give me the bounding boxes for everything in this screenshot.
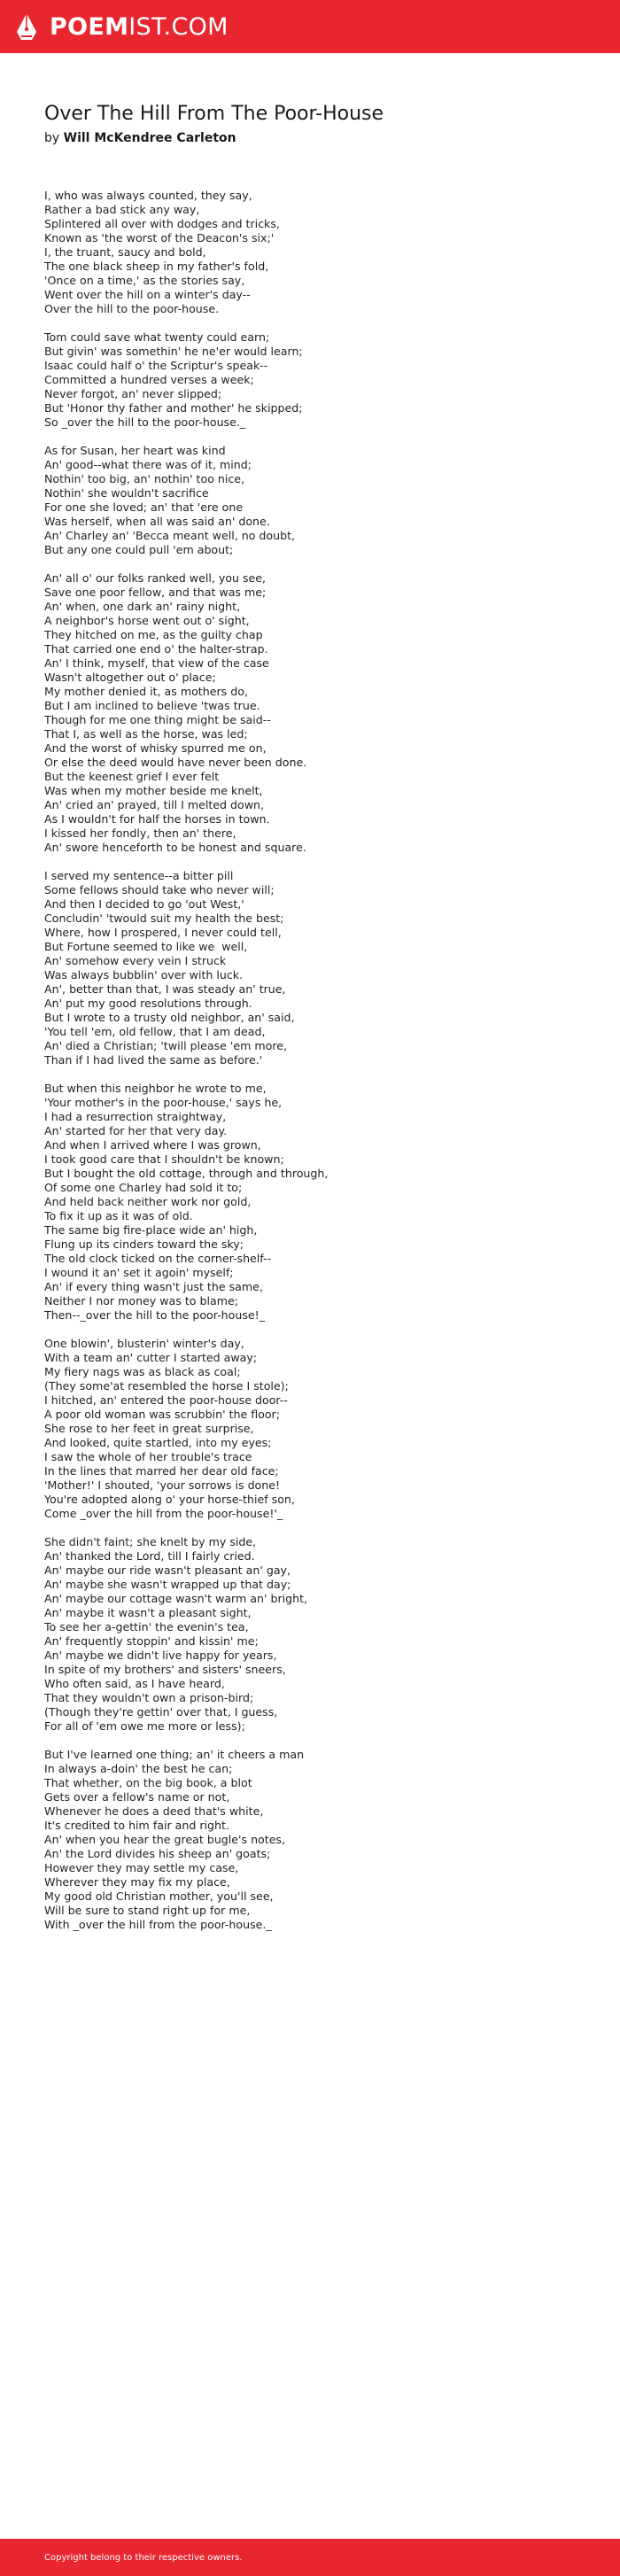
stanza	[44, 1082, 576, 1323]
poem-line: But I am inclined to believe 'twas true.	[44, 699, 260, 712]
poem-line: In the lines that marred her dear old face;	[44, 1464, 279, 1478]
poem-line: An' died a Christian; 'twill please 'em more,	[44, 1039, 287, 1052]
poem-line: That I, as well as the horse, was led;	[44, 727, 248, 741]
poem-line: And the worst of whisky spurred me on,	[44, 741, 267, 755]
site-logo[interactable]	[50, 13, 229, 41]
fountain-pen-nib-icon[interactable]	[16, 12, 37, 41]
poem-line: That carried one end o' the halter-strap.	[44, 642, 268, 656]
poem-title: Over The Hill From The Poor-House	[44, 103, 384, 125]
poem-line: But 'Honor thy father and mother' he skipped;	[44, 401, 303, 415]
byline-prefix: by	[44, 131, 60, 145]
poem-line: Wherever they may fix my place,	[44, 1875, 230, 1889]
logo-light-text: IST.COM	[128, 12, 229, 41]
poem-line: Concludin' 'twould suit my health the best;	[44, 912, 284, 925]
poem-line: The same big fire-place wide an' high,	[44, 1223, 258, 1237]
poem-line: Isaac could half o' the Scriptur's speak--	[44, 359, 268, 372]
site-header	[0, 0, 620, 53]
poem-line: 'You tell 'em, old fellow, that I am dead,	[44, 1025, 266, 1038]
poem-line: As for Susan, her heart was kind	[44, 444, 226, 457]
poem-line: An' I think, myself, that view of the case	[44, 656, 269, 670]
poem-line: Will be sure to stand right up for me,	[44, 1904, 251, 1917]
poem-line: My good old Christian mother, you'll see,	[44, 1889, 274, 1903]
poem-line: A poor old woman was scrubbin' the floor;	[44, 1408, 280, 1421]
stanza	[44, 1748, 576, 1932]
poem-line: An' maybe it wasn't a pleasant sight,	[44, 1606, 252, 1619]
poem-line: An' cried an' prayed, till I melted down,	[44, 798, 265, 811]
poem-line: With _over the hill from the poor-house._	[44, 1918, 272, 1931]
poem-line: An' swore henceforth to be honest and square.	[44, 841, 306, 854]
poem-line: Save one poor fellow, and that was me;	[44, 586, 267, 599]
poem-line: But the keenest grief I ever felt	[44, 770, 220, 783]
poem-line: An' put my good resolutions through.	[44, 997, 252, 1010]
poem-line: An' somehow every vein I struck	[44, 954, 227, 967]
poem-line: I hitched, an' entered the poor-house door--	[44, 1393, 288, 1407]
poem-line: But I've learned one thing; an' it cheers a man	[44, 1748, 305, 1761]
poem-line: You're adopted along o' your horse-thief son,	[44, 1493, 295, 1506]
poem-line: I had a resurrection straightway,	[44, 1110, 227, 1123]
poem-line: Gets over a fellow's name or not,	[44, 1790, 230, 1804]
poem-line: Then--_over the hill to the poor-house!_	[44, 1308, 265, 1322]
poem-line: I saw the whole of her trouble's trace	[44, 1450, 252, 1463]
poem-body	[44, 189, 576, 1932]
poem-line: Come _over the hill from the poor-house!'_	[44, 1507, 283, 1520]
poem-line: Was always bubblin' over with luck.	[44, 968, 244, 982]
poem-line: I kissed her fondly, then an' there,	[44, 826, 236, 840]
poem-line: An' maybe our cottage wasn't warm an' bright,	[44, 1592, 308, 1605]
poem-line: Went over the hill on a winter's day--	[44, 288, 251, 301]
poem-line: (Though they're gettin' over that, I guess,	[44, 1705, 278, 1719]
poem-line: My mother denied it, as mothers do,	[44, 685, 248, 698]
poem-line: An' Charley an' 'Becca meant well, no doubt,	[44, 529, 296, 542]
poem-line: An' when you hear the great bugle's notes,	[44, 1833, 286, 1846]
poem-line: They hitched on me, as the guilty chap	[44, 628, 263, 641]
poem-line: Never forgot, an' never slipped;	[44, 387, 222, 400]
poem-line: Committed a hundred verses a week;	[44, 373, 254, 386]
byline	[44, 130, 576, 146]
poem-line: But I wrote to a trusty old neighbor, an' said,	[44, 1011, 295, 1024]
poem-line: An' started for her that very day.	[44, 1124, 228, 1137]
poem-line: However they may settle my case,	[44, 1861, 239, 1874]
poem-line: And then I decided to go 'out West,'	[44, 897, 244, 911]
logo-bold-text: POEM	[50, 12, 129, 41]
poem-line: My fiery nags was as black as coal;	[44, 1365, 241, 1378]
poem-line: Than if I had lived the same as before.'	[44, 1053, 263, 1067]
poem-line: The one black sheep in my father's fold,	[44, 260, 269, 273]
poem-line: That whether, on the big book, a blot	[44, 1776, 252, 1789]
poem-line: For one she loved; an' that 'ere one	[44, 500, 244, 514]
poem-line: Wasn't altogether out o' place;	[44, 671, 216, 684]
poem-line: An' good--what there was of it, mind;	[44, 458, 252, 471]
poem-line: 'Mother!' I shouted, 'your sorrows is done!	[44, 1478, 281, 1492]
poem-line: And when I arrived where I was grown,	[44, 1138, 261, 1152]
copyright-notice: Copyright belong to their respective owners.	[44, 2552, 243, 2563]
poem-line: Who often said, as I have heard,	[44, 1677, 225, 1690]
poem-line: That they wouldn't own a prison-bird;	[44, 1691, 254, 1704]
poem-line: One blowin', blusterin' winter's day,	[44, 1337, 244, 1350]
poem-line: It's credited to him fair and right.	[44, 1819, 229, 1832]
poem-line: An' all o' our folks ranked well, you see,	[44, 571, 267, 585]
poem-line: (They some'at resembled the horse I stole);	[44, 1379, 289, 1393]
poem-line: But I bought the old cottage, through and through,	[44, 1167, 329, 1180]
poem-line: Tom could save what twenty could earn;	[44, 330, 270, 344]
poem-line: Flung up its cinders toward the sky;	[44, 1238, 244, 1251]
poem-line: Though for me one thing might be said--	[44, 713, 271, 726]
poem-line: 'Your mother's in the poor-house,' says he,	[44, 1096, 283, 1109]
stanza	[44, 189, 576, 316]
poem-line: But givin' was somethin' he ne'er would learn;	[44, 345, 303, 358]
poem-line: Over the hill to the poor-house.	[44, 302, 220, 315]
poem-line: For all of 'em owe me more or less);	[44, 1719, 245, 1733]
poem-line: She didn't faint; she knelt by my side,	[44, 1535, 257, 1548]
poem-line: In spite of my brothers' and sisters' sneers,	[44, 1663, 286, 1676]
poem-line: 'Once on a time,' as the stories say,	[44, 274, 245, 287]
poem-line: An' when, one dark an' rainy night,	[44, 600, 241, 613]
poem-line: She rose to her feet in great surprise,	[44, 1422, 254, 1435]
poem-line: Whenever he does a deed that's white,	[44, 1804, 264, 1818]
poem-line: But any one could pull 'em about;	[44, 543, 234, 556]
poem-line: A neighbor's horse went out o' sight,	[44, 614, 250, 627]
author-name[interactable]: Will McKendree Carleton	[63, 131, 236, 145]
poem-line: Some fellows should take who never will;	[44, 883, 275, 896]
poem-line: I, the truant, saucy and bold,	[44, 245, 206, 259]
poem-line: An' maybe she wasn't wrapped up that day;	[44, 1578, 291, 1591]
stanza	[44, 330, 576, 430]
poem-line: So _over the hill to the poor-house._	[44, 415, 246, 429]
poem-line: Neither I nor money was to blame;	[44, 1294, 238, 1307]
stanza	[44, 444, 576, 557]
poem-line: I, who was always counted, they say,	[44, 189, 252, 202]
poem-line: Splintered all over with dodges and tricks,	[44, 217, 280, 230]
poem-content	[44, 102, 576, 1946]
poem-line: Was herself, when all was said an' done.	[44, 515, 270, 528]
poem-line: Nothin' she wouldn't sacrifice	[44, 486, 209, 500]
poem-line: But Fortune seemed to like we well,	[44, 940, 248, 953]
poem-line: But when this neighbor he wrote to me,	[44, 1082, 267, 1095]
poem-line: To fix it up as it was of old.	[44, 1209, 193, 1222]
poem-line: The old clock ticked on the corner-shelf--	[44, 1252, 272, 1265]
poem-line: I wound it an' set it agoin' myself;	[44, 1266, 234, 1279]
poem-line: An' thanked the Lord, till I fairly cried.	[44, 1549, 255, 1563]
poem-line: An' maybe we didn't live happy for years,	[44, 1649, 277, 1662]
poem-line: An' maybe our ride wasn't pleasant an' gay,	[44, 1563, 291, 1577]
stanza	[44, 1535, 576, 1734]
poem-line: I took good care that I shouldn't be known;	[44, 1152, 284, 1166]
poem-line: An' if every thing wasn't just the same,	[44, 1280, 263, 1293]
poem-line: Nothin' too big, an' nothin' too nice,	[44, 472, 245, 485]
poem-line: In always a-doin' the best he can;	[44, 1762, 233, 1775]
poem-line: With a team an' cutter I started away;	[44, 1351, 258, 1364]
poem-line: An' frequently stoppin' and kissin' me;	[44, 1634, 259, 1648]
poem-line: And looked, quite startled, into my eyes;	[44, 1436, 272, 1449]
stanza	[44, 571, 576, 855]
stanza	[44, 1337, 576, 1521]
poem-line: An', better than that, I was steady an' true,	[44, 982, 286, 996]
poem-line: And held back neither work nor gold,	[44, 1195, 252, 1208]
poem-line: I served my sentence--a bitter pill	[44, 869, 234, 882]
poem-line: Of some one Charley had sold it to;	[44, 1181, 243, 1194]
poem-line: Known as 'the worst of the Deacon's six;'	[44, 231, 275, 244]
poem-line: Rather a bad stick any way,	[44, 203, 200, 216]
poem-line: Or else the deed would have never been done.	[44, 756, 307, 769]
site-footer	[0, 2539, 620, 2576]
poem-line: As I wouldn't for half the horses in town.	[44, 812, 270, 826]
poem-line: An' the Lord divides his sheep an' goats;	[44, 1847, 271, 1860]
poem-line: Where, how I prospered, I never could tell,	[44, 926, 282, 939]
stanza	[44, 869, 576, 1067]
poem-line: Was when my mother beside me knelt,	[44, 784, 263, 797]
poem-line: To see her a-gettin' the evenin's tea,	[44, 1620, 249, 1633]
